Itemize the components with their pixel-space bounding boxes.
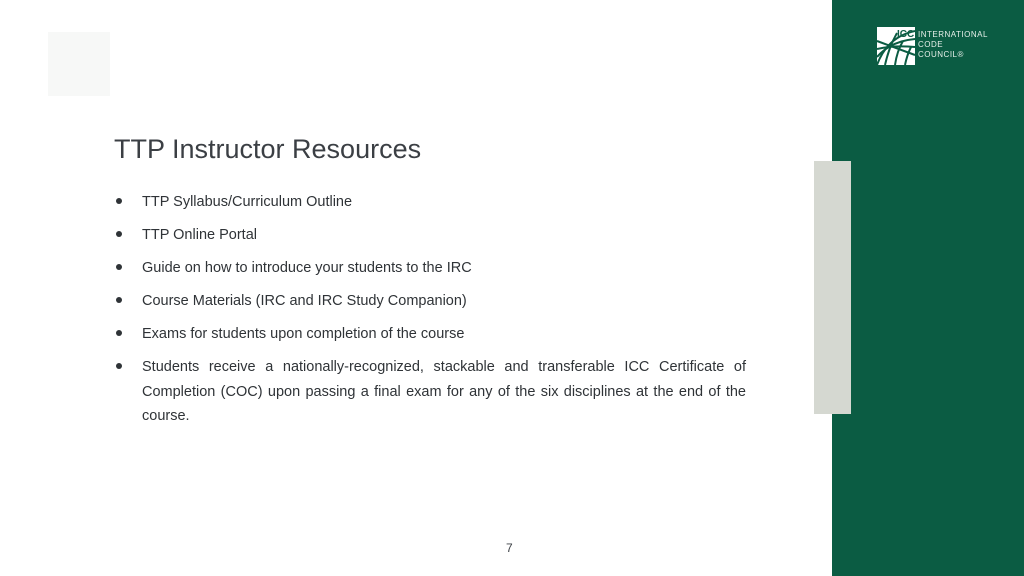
icc-mark-text: ICC: [897, 29, 915, 40]
bullet-dot-icon: [116, 297, 122, 303]
slide-title: TTP Instructor Resources: [114, 134, 422, 164]
bullet-text: Course Materials (IRC and IRC Study Companion): [142, 293, 467, 309]
bullet-dot-icon: [116, 198, 122, 204]
bullet-text: TTP Syllabus/Curriculum Outline: [142, 194, 353, 210]
logo-line-3: COUNCIL®: [918, 50, 964, 59]
icc-globe-icon: [877, 27, 915, 65]
bullet-text: Exams for students upon completion of the course: [142, 326, 465, 342]
bullet-dot-icon: [116, 231, 122, 237]
logo-wordmark: [918, 30, 988, 60]
side-panel: [832, 0, 1024, 576]
bullet-item: [114, 322, 746, 347]
bullet-dot-icon: [116, 330, 122, 336]
logo-line-2: CODE: [918, 40, 944, 49]
page-number: 7: [506, 541, 513, 555]
icc-logo: [877, 27, 988, 67]
faint-watermark: [48, 32, 110, 96]
bullet-text: Guide on how to introduce your students to the IRC: [142, 260, 472, 276]
accent-bar: [814, 161, 851, 414]
bullet-item: [114, 289, 746, 314]
bullet-list: [114, 190, 746, 437]
bullet-item: [114, 223, 746, 248]
bullet-item: [114, 355, 746, 429]
bullet-text: TTP Online Portal: [142, 227, 257, 243]
bullet-text: Students receive a nationally-recognized, stackable and transferable ICC Certificate of Completion (COC) upon passing a final exam for any of the six disciplines at the end of the course.: [142, 359, 746, 424]
logo-line-1: INTERNATIONAL: [918, 30, 988, 39]
bullet-dot-icon: [116, 264, 122, 270]
bullet-dot-icon: [116, 363, 122, 369]
bullet-item: [114, 256, 746, 281]
bullet-item: [114, 190, 746, 215]
